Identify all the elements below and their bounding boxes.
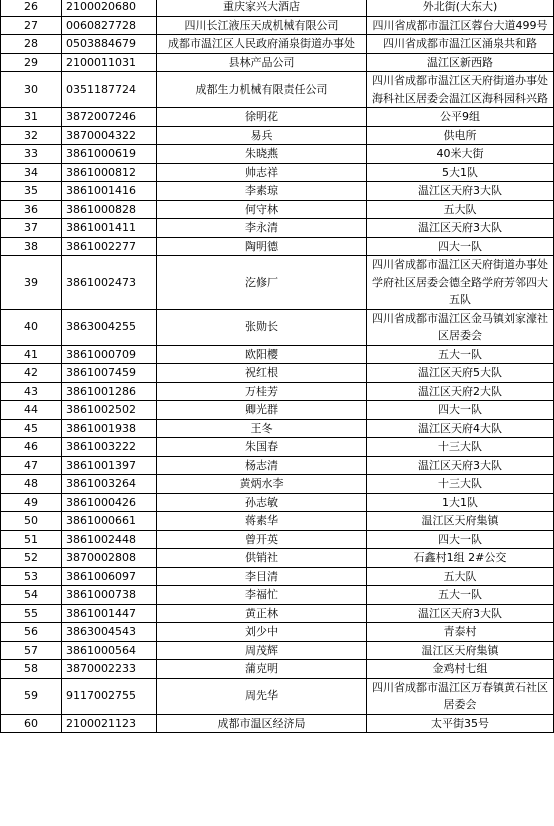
table-row — [1, 567, 554, 586]
table-row — [1, 678, 554, 714]
customer-name-cell: 重庆家兴大酒店 — [157, 0, 367, 16]
table-row — [1, 163, 554, 182]
address-cell: 供电所 — [367, 126, 554, 145]
address-cell: 1大1队 — [367, 493, 554, 512]
account-code-cell: 2100020680 — [62, 0, 157, 16]
table-row — [1, 382, 554, 401]
row-number-cell: 55 — [1, 604, 62, 623]
address-cell: 四大一队 — [367, 237, 554, 256]
address-cell: 四川省成都市温江区涌泉共和路 — [367, 35, 554, 54]
row-number-cell: 44 — [1, 401, 62, 420]
account-code-cell: 3863004255 — [62, 309, 157, 345]
account-code-cell: 3861001411 — [62, 219, 157, 238]
account-code-cell: 3861002277 — [62, 237, 157, 256]
row-number-cell: 58 — [1, 660, 62, 679]
address-cell: 五大队 — [367, 200, 554, 219]
table-row — [1, 475, 554, 494]
table-row — [1, 219, 554, 238]
address-cell: 温江区天府5大队 — [367, 364, 554, 383]
address-cell: 温江区天府3大队 — [367, 456, 554, 475]
customer-name-cell: 欧阳樱 — [157, 345, 367, 364]
row-number-cell: 33 — [1, 145, 62, 164]
table-body — [1, 0, 554, 733]
customer-name-cell: 蒲克明 — [157, 660, 367, 679]
row-number-cell: 54 — [1, 586, 62, 605]
customer-name-cell: 成都生力机械有限责任公司 — [157, 72, 367, 108]
row-number-cell: 34 — [1, 163, 62, 182]
account-code-cell: 3861003264 — [62, 475, 157, 494]
customer-name-cell: 何守林 — [157, 200, 367, 219]
address-cell: 四川省成都市温江区金马镇刘家濠社区居委会 — [367, 309, 554, 345]
customer-name-cell: 李素琼 — [157, 182, 367, 201]
customer-name-cell: 陶明德 — [157, 237, 367, 256]
address-cell: 石鑫村1组 2#公交 — [367, 549, 554, 568]
account-code-cell: 3870002808 — [62, 549, 157, 568]
address-cell: 温江区天府3大队 — [367, 182, 554, 201]
row-number-cell: 42 — [1, 364, 62, 383]
table-row — [1, 345, 554, 364]
row-number-cell: 53 — [1, 567, 62, 586]
customer-name-cell: 张勋长 — [157, 309, 367, 345]
row-number-cell: 36 — [1, 200, 62, 219]
table-row — [1, 604, 554, 623]
table-row — [1, 438, 554, 457]
table-row — [1, 182, 554, 201]
customer-name-cell: 徐明花 — [157, 108, 367, 127]
table-row — [1, 237, 554, 256]
row-number-cell: 47 — [1, 456, 62, 475]
account-code-cell: 3861006097 — [62, 567, 157, 586]
account-code-cell: 3861000564 — [62, 641, 157, 660]
address-cell: 五大一队 — [367, 345, 554, 364]
account-code-cell: 2100021123 — [62, 714, 157, 733]
account-code-cell: 3861002473 — [62, 256, 157, 310]
address-cell: 五大队 — [367, 567, 554, 586]
row-number-cell: 32 — [1, 126, 62, 145]
row-number-cell: 48 — [1, 475, 62, 494]
customer-name-cell: 易兵 — [157, 126, 367, 145]
address-cell: 四大一队 — [367, 530, 554, 549]
account-code-cell: 3861002448 — [62, 530, 157, 549]
customer-name-cell: 四川长江液压天成机械有限公司 — [157, 16, 367, 35]
table-row — [1, 108, 554, 127]
row-number-cell: 28 — [1, 35, 62, 54]
row-number-cell: 30 — [1, 72, 62, 108]
customer-name-cell: 祝红根 — [157, 364, 367, 383]
account-code-cell: 3870004322 — [62, 126, 157, 145]
row-number-cell: 50 — [1, 512, 62, 531]
table-row — [1, 53, 554, 72]
table-row — [1, 256, 554, 310]
table-row — [1, 419, 554, 438]
customer-name-cell: 蒋素华 — [157, 512, 367, 531]
account-code-cell: 9117002755 — [62, 678, 157, 714]
table-row — [1, 660, 554, 679]
table-row — [1, 493, 554, 512]
address-cell: 四川省成都市温江区万春镇黄石社区居委会 — [367, 678, 554, 714]
row-number-cell: 35 — [1, 182, 62, 201]
account-code-cell: 3863004543 — [62, 623, 157, 642]
table-row — [1, 0, 554, 16]
row-number-cell: 49 — [1, 493, 62, 512]
table-row — [1, 309, 554, 345]
customer-name-cell: 卿光群 — [157, 401, 367, 420]
address-cell: 太平街35号 — [367, 714, 554, 733]
table-row — [1, 549, 554, 568]
account-code-cell: 3861003222 — [62, 438, 157, 457]
customer-name-cell: 杨志清 — [157, 456, 367, 475]
customer-name-cell: 朱晓燕 — [157, 145, 367, 164]
row-number-cell: 39 — [1, 256, 62, 310]
table-row — [1, 126, 554, 145]
address-cell: 四大一队 — [367, 401, 554, 420]
row-number-cell: 52 — [1, 549, 62, 568]
address-cell: 温江区天府集镇 — [367, 512, 554, 531]
address-cell: 四川省成都市温江区蓉台大道499号 — [367, 16, 554, 35]
row-number-cell: 43 — [1, 382, 62, 401]
row-number-cell: 27 — [1, 16, 62, 35]
account-code-cell: 3861007459 — [62, 364, 157, 383]
table-row — [1, 586, 554, 605]
address-cell: 温江区天府集镇 — [367, 641, 554, 660]
customer-name-cell: 朱国春 — [157, 438, 367, 457]
table-row — [1, 364, 554, 383]
account-code-cell: 0060827728 — [62, 16, 157, 35]
row-number-cell: 56 — [1, 623, 62, 642]
row-number-cell: 46 — [1, 438, 62, 457]
account-code-cell: 3861002502 — [62, 401, 157, 420]
account-code-cell: 3870002233 — [62, 660, 157, 679]
customer-name-cell: 帅志祥 — [157, 163, 367, 182]
customer-name-cell: 王冬 — [157, 419, 367, 438]
table-row — [1, 35, 554, 54]
account-code-cell: 0351187724 — [62, 72, 157, 108]
account-code-cell: 3861000738 — [62, 586, 157, 605]
customer-name-cell: 黄正林 — [157, 604, 367, 623]
address-cell: 十三大队 — [367, 475, 554, 494]
row-number-cell: 29 — [1, 53, 62, 72]
row-number-cell: 37 — [1, 219, 62, 238]
row-number-cell: 60 — [1, 714, 62, 733]
row-number-cell: 38 — [1, 237, 62, 256]
address-cell: 温江区新西路 — [367, 53, 554, 72]
address-cell: 金鸡村七组 — [367, 660, 554, 679]
customer-name-cell: 曾开英 — [157, 530, 367, 549]
account-code-cell: 3861001938 — [62, 419, 157, 438]
customer-name-cell: 供销社 — [157, 549, 367, 568]
table-row — [1, 714, 554, 733]
table-row — [1, 456, 554, 475]
account-code-cell: 3861001447 — [62, 604, 157, 623]
customer-name-cell: 成都市温江区人民政府涌泉街道办事处 — [157, 35, 367, 54]
row-number-cell: 51 — [1, 530, 62, 549]
table-row — [1, 641, 554, 660]
table-row — [1, 401, 554, 420]
account-code-cell: 3872007246 — [62, 108, 157, 127]
table-row — [1, 623, 554, 642]
table-row — [1, 530, 554, 549]
customer-name-cell: 刘少中 — [157, 623, 367, 642]
customer-name-cell: 万桂芳 — [157, 382, 367, 401]
account-code-cell: 3861000661 — [62, 512, 157, 531]
customer-name-cell: 成都市温区经济局 — [157, 714, 367, 733]
account-code-cell: 3861000619 — [62, 145, 157, 164]
customer-name-cell: 李目清 — [157, 567, 367, 586]
account-code-cell: 3861000709 — [62, 345, 157, 364]
customer-name-cell: 李永清 — [157, 219, 367, 238]
address-cell: 温江区天府2大队 — [367, 382, 554, 401]
account-code-cell: 3861001416 — [62, 182, 157, 201]
address-cell: 40米大街 — [367, 145, 554, 164]
row-number-cell: 57 — [1, 641, 62, 660]
customer-name-cell: 汔修厂 — [157, 256, 367, 310]
address-cell: 五大一队 — [367, 586, 554, 605]
customer-name-cell: 周先华 — [157, 678, 367, 714]
address-cell: 温江区天府4大队 — [367, 419, 554, 438]
row-number-cell: 40 — [1, 309, 62, 345]
table-row — [1, 72, 554, 108]
address-cell: 外北街(大东大) — [367, 0, 554, 16]
customer-name-cell: 李福忙 — [157, 586, 367, 605]
customer-name-cell: 县林产品公司 — [157, 53, 367, 72]
table-row — [1, 145, 554, 164]
account-code-cell: 3861001397 — [62, 456, 157, 475]
table-row — [1, 16, 554, 35]
address-cell: 温江区天府3大队 — [367, 604, 554, 623]
address-cell: 四川省成都市温江区天府街道办事处学府社区居委会德全路学府芳邻四大五队 — [367, 256, 554, 310]
account-code-cell: 3861000828 — [62, 200, 157, 219]
address-cell: 公平9组 — [367, 108, 554, 127]
account-code-cell: 2100011031 — [62, 53, 157, 72]
account-code-cell: 3861001286 — [62, 382, 157, 401]
row-number-cell: 26 — [1, 0, 62, 16]
row-number-cell: 45 — [1, 419, 62, 438]
address-cell: 十三大队 — [367, 438, 554, 457]
row-number-cell: 31 — [1, 108, 62, 127]
address-cell: 5大1队 — [367, 163, 554, 182]
customer-name-cell: 黄炳水李 — [157, 475, 367, 494]
address-cell: 青泰村 — [367, 623, 554, 642]
customer-name-cell: 孙志敏 — [157, 493, 367, 512]
table-row — [1, 200, 554, 219]
account-code-cell: 3861000812 — [62, 163, 157, 182]
account-code-cell: 0503884679 — [62, 35, 157, 54]
customer-name-cell: 周茂辉 — [157, 641, 367, 660]
table-row — [1, 512, 554, 531]
address-cell: 温江区天府3大队 — [367, 219, 554, 238]
row-number-cell: 59 — [1, 678, 62, 714]
row-number-cell: 41 — [1, 345, 62, 364]
account-code-cell: 3861000426 — [62, 493, 157, 512]
address-cell: 四川省成都市温江区天府街道办事处海科社区居委会温江区海科园科兴路 — [367, 72, 554, 108]
